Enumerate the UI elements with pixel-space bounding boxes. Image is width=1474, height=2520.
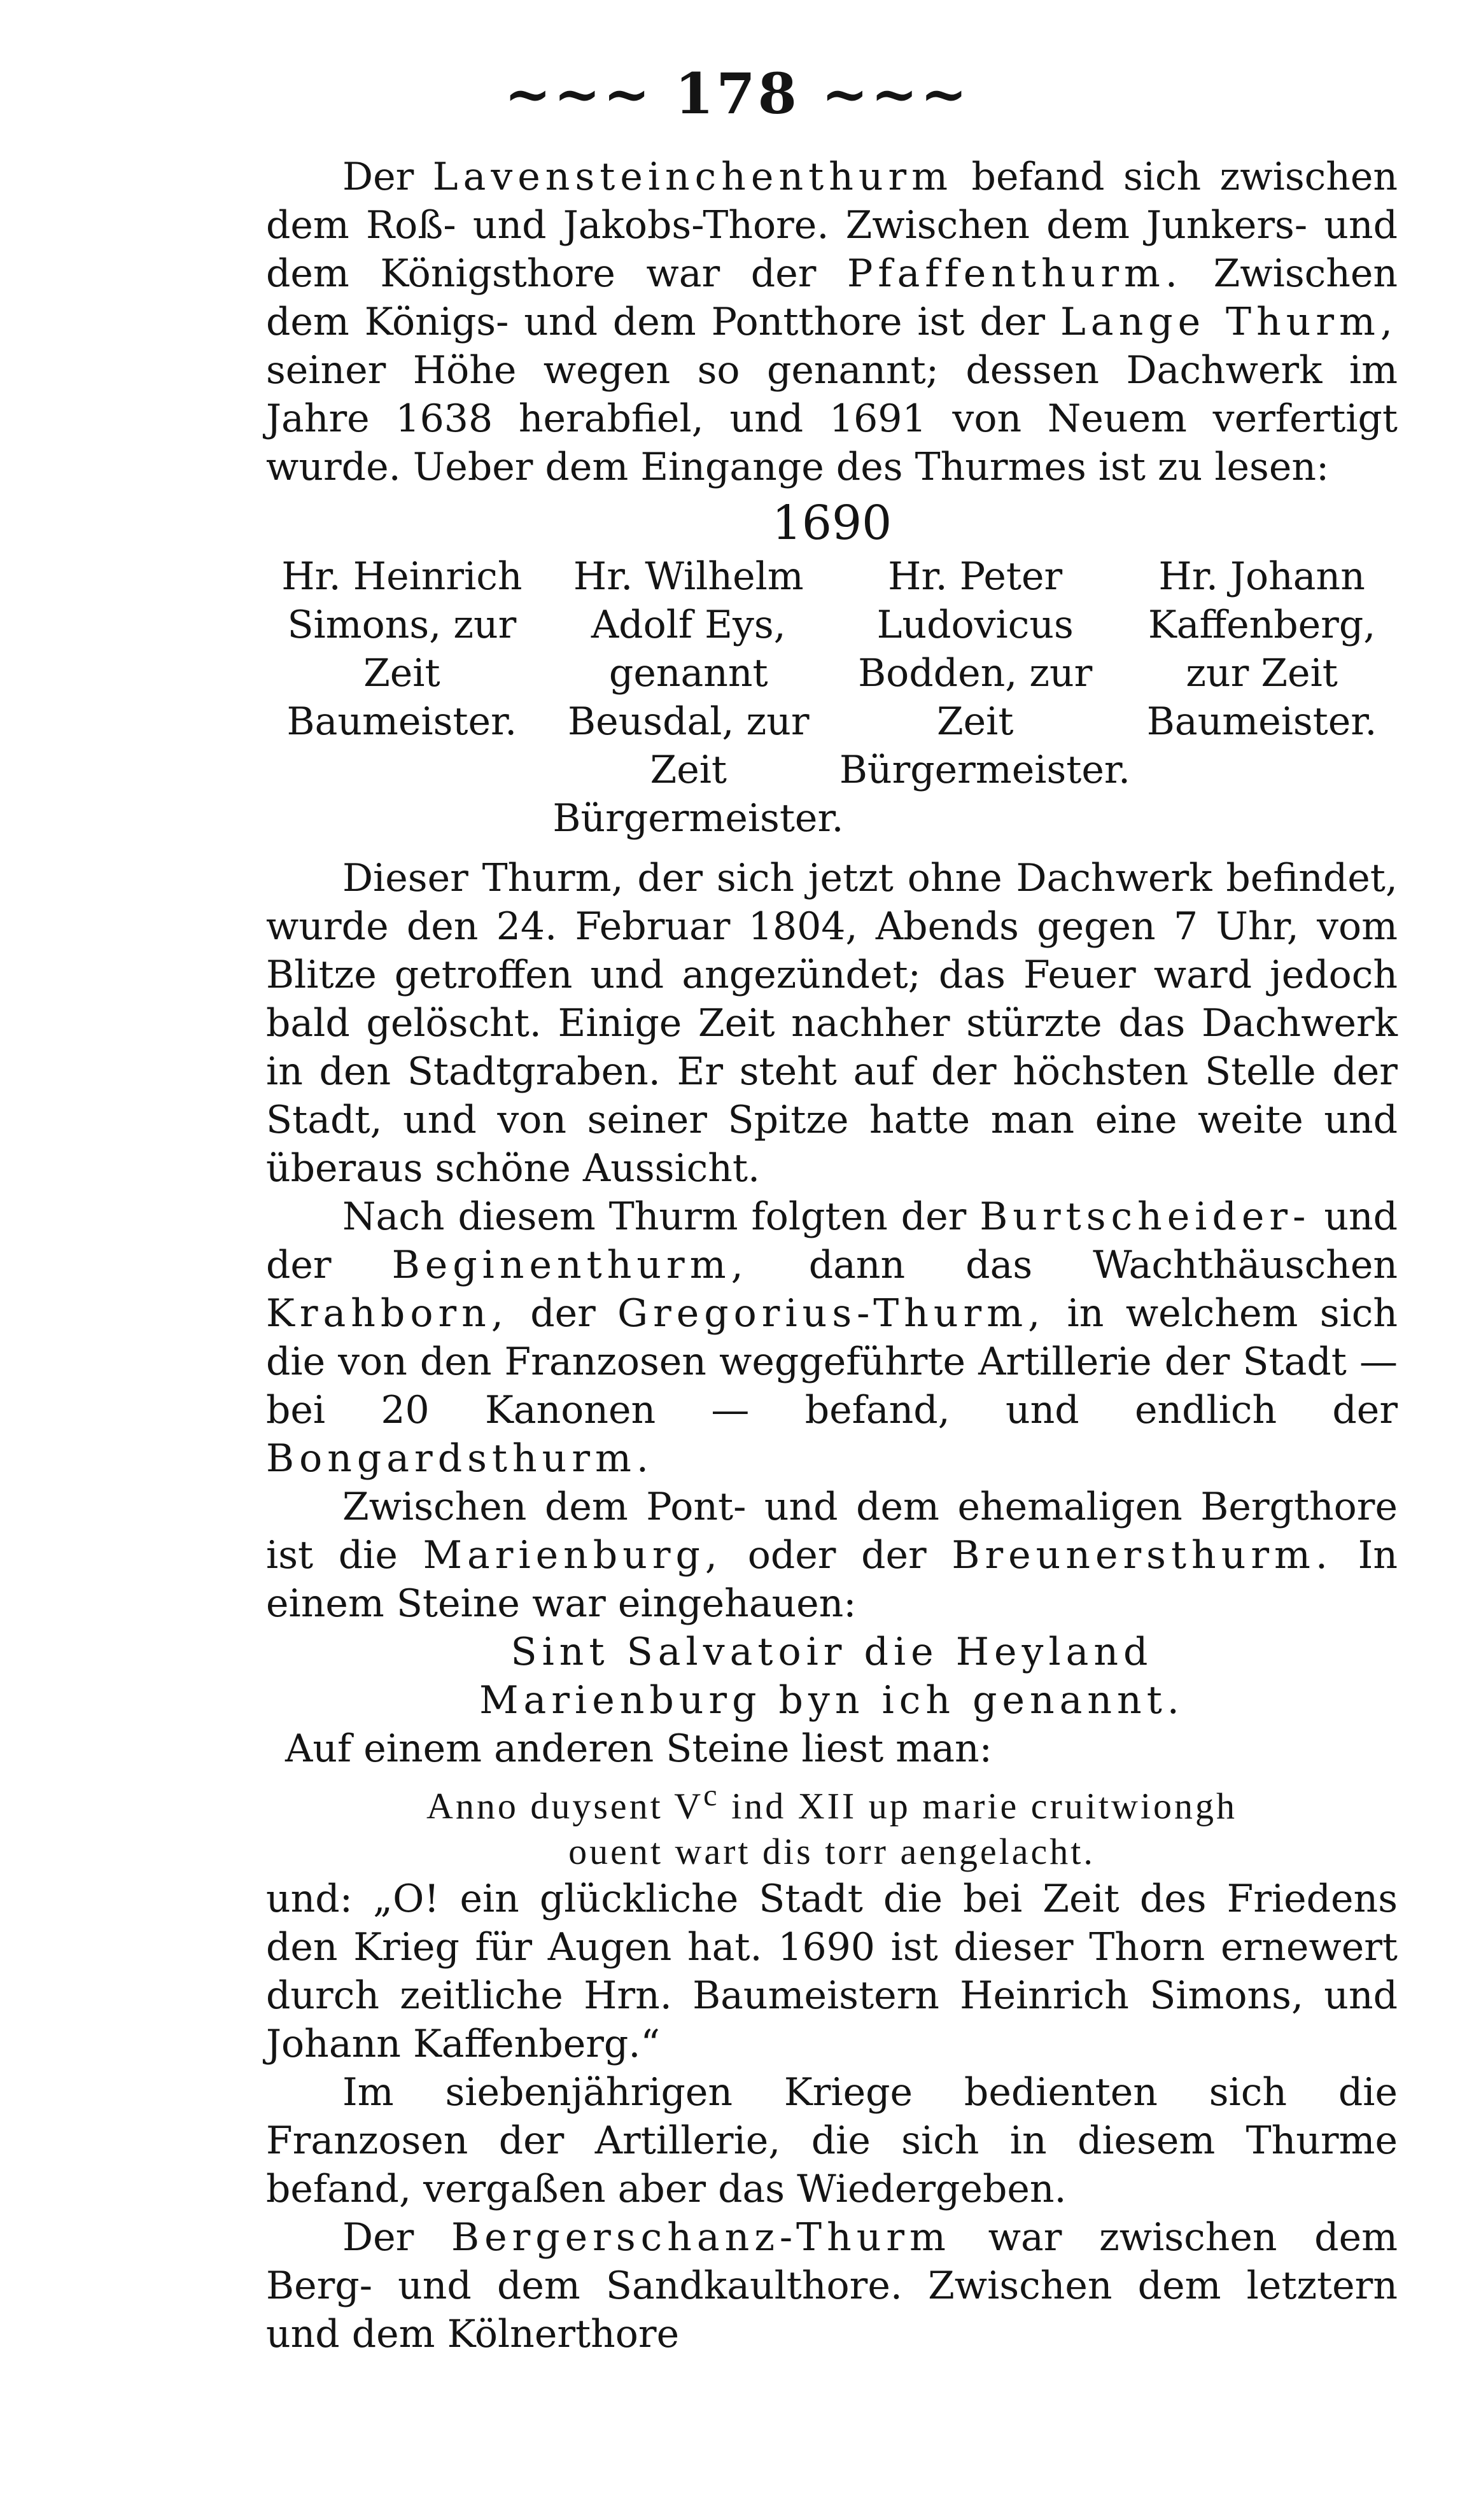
paragraph-5: Auf einem anderen Steine liest man: [285,1726,992,1771]
inscription-line: Sint Salvatoir die Heyland [510,1630,1153,1674]
text-run: und der [266,1194,1398,1287]
text-run: dann das Wachthäuschen [808,1243,1398,1287]
name-column: Hr. Wilhelm Adolf Eys, genannt Beusdal, zur Zeit Bürgermeister. [552,554,844,841]
tower-name: Beginenthurm, [391,1243,748,1287]
latin-inscription-line: Anno duysent $V^c$ ind XII up marie cruitwiongh [426,1779,1238,1827]
tower-name: Krahborn, [266,1291,509,1336]
text-run: oder der [747,1533,927,1578]
text-run: Zwischen dem Pont- und dem ehemaligen Bergthore ist die [266,1485,1398,1578]
text-run: Der [342,155,414,199]
text-run: Zwischen dem Königs- und dem Pontthore ist der [266,251,1398,344]
name-column: Hr. Peter Ludovicus Bodden, zur Zeit Bürgermeister. [839,554,1131,792]
text-run: war zwischen dem Berg- und dem Sandkaulthore. Zwischen dem letztern und dem Kölnerthore [266,2215,1398,2357]
paragraph-1 [266,153,1398,491]
paragraph-8 [266,2213,1398,2358]
tower-name: Bongardsthurm. [266,1436,654,1481]
text-run: in welchem sich die von den Franzosen weggeführte Artillerie der Stadt — bei 20 Kanonen — befand, und endlich der [266,1291,1398,1432]
paragraph-7: Im siebenjährigen Kriege bedienten sich die Franzosen der Artillerie, die sich in diesem Thurme befand, vergaßen aber das Wiedergeben. [266,2070,1398,2212]
tower-name: Bergerschanz-Thurm [451,2215,951,2260]
text-run: Der [342,2215,414,2260]
text-run: In einem Steine war eingehauen: [266,1533,1398,1626]
paragraph-6: und: „O! ein glückliche Stadt die bei Zeit des Friedens den Krieg für Augen hat. 1690 ist dieser Thorn ernewert durch zeitliche Hrn. Baumeistern Heinrich Simons, und Johann Kaffenberg.“ [266,1877,1398,2067]
page-number-header: ~~~ 178 ~~~ [504,60,970,127]
paragraph-3 [266,1193,1398,1483]
paragraph-2: Dieser Thurm, der sich jetzt ohne Dachwerk befindet, wurde den 24. Februar 1804, Abends gegen 7 Uhr, vom Blitze getroffen und angezündet; das Feuer ward jedoch bald gelöscht. Einige Zeit nachher stürzte das Dachwerk in den Stadtgraben. Er steht auf der höchsten Stelle der Stadt, und von seiner Spitze hatte man eine weite und überaus schöne Aussicht. [266,856,1398,1191]
text-run: seiner Höhe wegen so genannt; dessen Dachwerk im Jahre 1638 herabfiel, und 1691 von Neuem verfertigt wurde. Ueber dem Eingange des Thurmes ist zu lesen: [266,348,1398,489]
body-text [266,153,1398,2358]
tower-name: Burtscheider- [979,1194,1311,1239]
inscription-line: Marienburg byn ich genannt. [479,1678,1184,1723]
tower-name: Marienburg, [423,1533,723,1578]
text-run: der [530,1291,596,1336]
tower-name: Lavensteinchenthurm [432,155,953,199]
inscription-year: 1690 [771,496,892,550]
name-column: Hr. Heinrich Simons, zur Zeit Baumeister. [281,554,523,744]
text-run: befand sich zwischen dem Roß- und Jakobs-Thore. Zwischen dem Junkers- und dem Königsthore war der [266,155,1398,296]
latin-inscription-line: ouent wart dis torr aengelacht. [568,1831,1095,1873]
tower-name: Pfaffenthurm. [847,251,1183,296]
paragraph-4 [266,1483,1398,1628]
inscription-names [266,552,1398,843]
tower-name: Gregorius-Thurm, [617,1291,1046,1336]
tower-name: Lange Thurm, [1060,300,1398,344]
text-run: Nach diesem Thurm folgten der [342,1194,967,1239]
name-column: Hr. Johann Kaffenberg, zur Zeit Baumeister. [1146,554,1377,744]
tower-name: Breunersthurm. [951,1533,1333,1578]
